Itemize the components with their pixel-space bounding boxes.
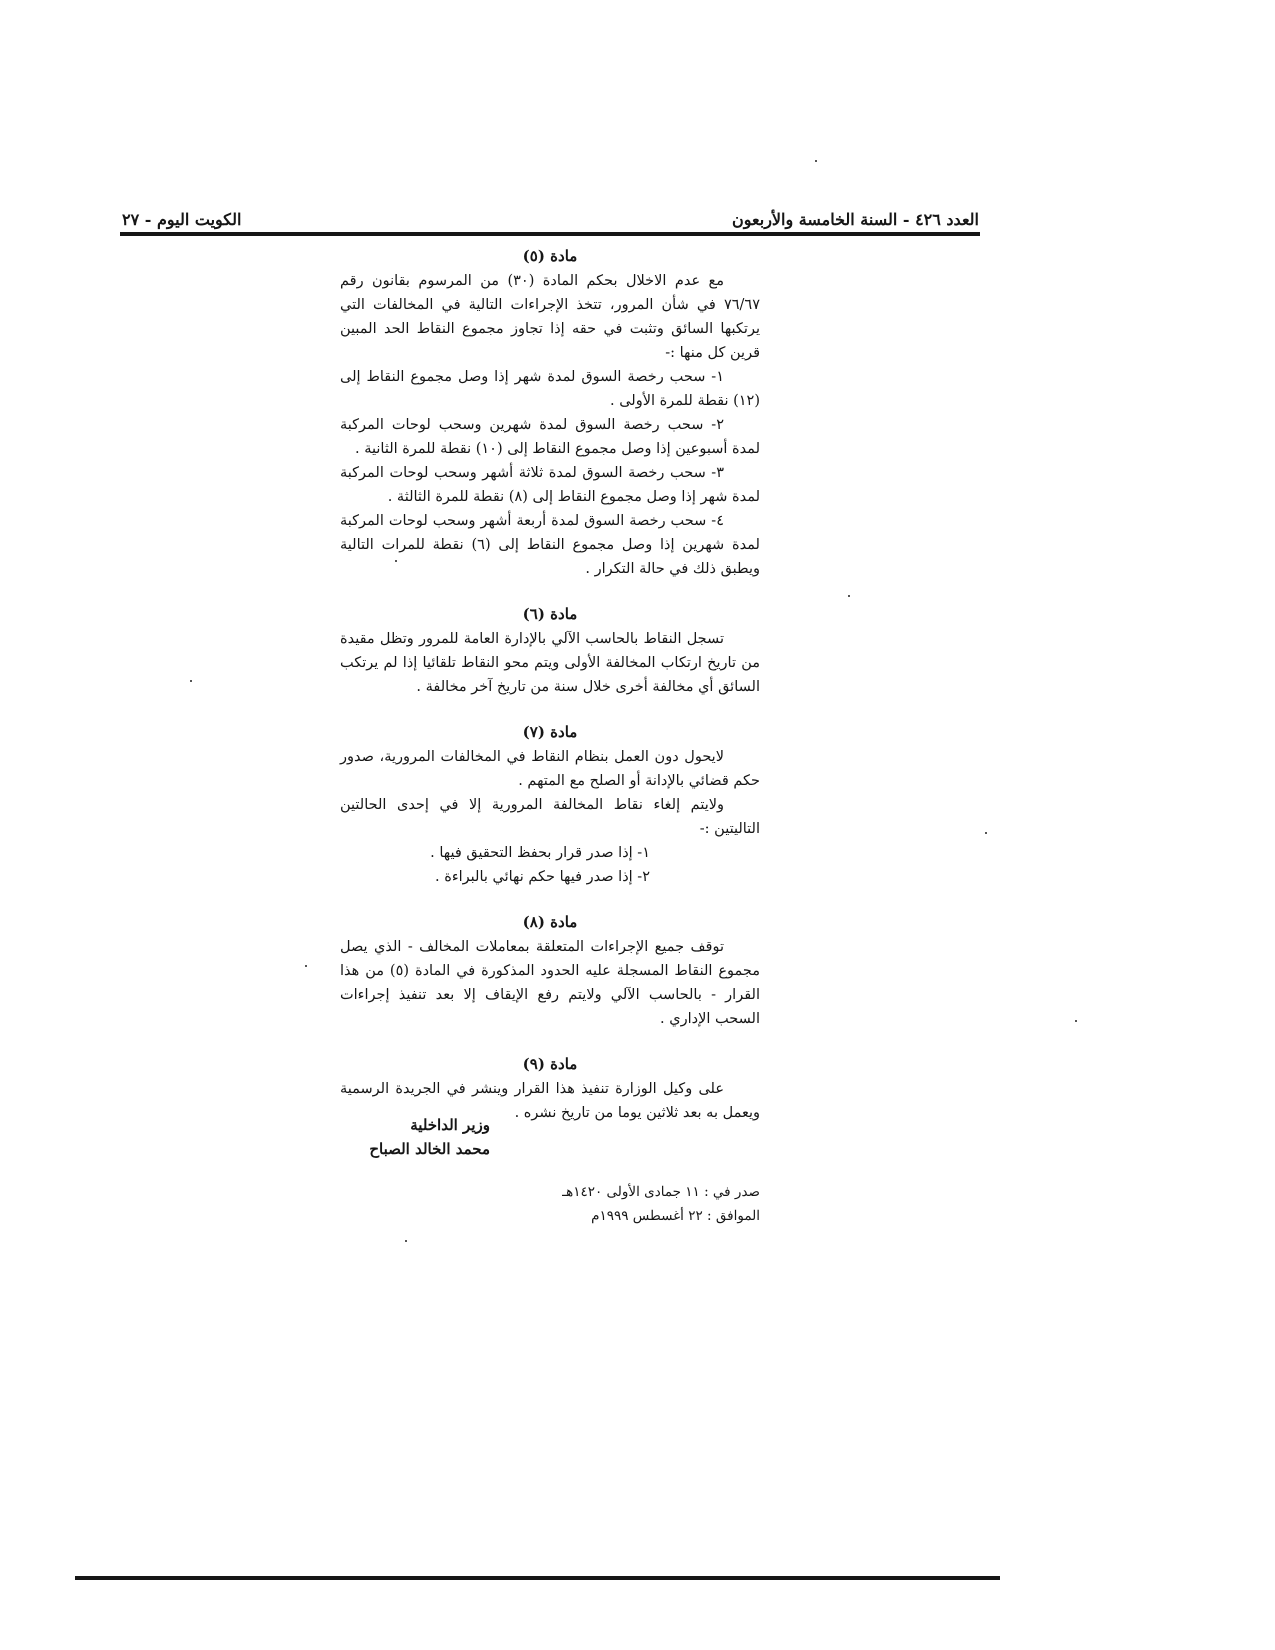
article-title: مادة (٦) [522,605,578,623]
scan-speck [305,965,307,967]
page-header-right: العدد ٤٢٦ - السنة الخامسة والأربعون [732,210,979,229]
article-title: مادة (٨) [522,913,578,931]
article-title: مادة (٥) [522,247,578,265]
article-5 [340,245,760,581]
footer-rule [75,1576,1000,1580]
scan-speck [815,160,817,162]
signature-block [330,1113,490,1161]
page-header-left: الكويت اليوم - ٢٧ [122,210,242,229]
corresponding-date: الموافق : ٢٢ أغسطس ١٩٩٩م [591,1208,760,1224]
article-paragraph: لايحول دون العمل بنظام النقاط في المخالفات المرورية، صدور حكم قضائي بالإدانة أو الصلح مع المتهم . [340,749,760,789]
article-item: ٣- سحب رخصة السوق لمدة ثلاثة أشهر وسحب لوحات المركبة لمدة شهر إذا وصل مجموع النقاط إلى (٨) نقطة للمرة الثالثة . [340,465,760,505]
scan-speck [1075,1020,1077,1022]
article-list-item: ١- إذا صدر قرار بحفظ التحقيق فيها . [430,845,650,861]
article-paragraph: على وكيل الوزارة تنفيذ هذا القرار وينشر في الجريدة الرسمية ويعمل به بعد ثلاثين يوما من تاريخ نشره . [340,1081,760,1121]
scan-speck [405,1240,407,1242]
header-rule [120,232,980,236]
article-item: ٢- سحب رخصة السوق لمدة شهرين وسحب لوحات المركبة لمدة أسبوعين إذا وصل مجموع النقاط إلى (١٠) نقطة للمرة الثانية . [340,417,760,457]
scan-speck [985,832,987,834]
signatory-name: محمد الخالد الصباح [369,1140,490,1158]
article-paragraph: توقف جميع الإجراءات المتعلقة بمعاملات المخالف - الذي يصل مجموع النقاط المسجلة عليه الحدود المذكورة في المادة (٥) من هذا القرار - بالحاسب الآلي ولايتم رفع الإيقاف إلا بعد تنفيذ إجراءات السحب الإداري . [340,939,760,1027]
article-7 [340,721,760,889]
scan-speck [848,595,850,597]
article-title: مادة (٩) [522,1055,578,1073]
issue-date-block [562,1180,760,1228]
article-paragraph: مع عدم الاخلال بحكم المادة (٣٠) من المرسوم بقانون رقم ٧٦/٦٧ في شأن المرور، تتخذ الإجراءات التالية في المخالفات التي يرتكبها السائق وتثبت في حقه إذا تجاوز مجموع النقاط الحد المبين قرين كل منها :- [340,273,760,361]
article-column [340,245,760,1147]
article-paragraph: ولايتم إلغاء نقاط المخالفة المرورية إلا في إحدى الحالتين التاليتين :- [340,797,760,837]
signatory-title: وزير الداخلية [410,1116,490,1134]
article-6 [340,603,760,699]
issued-date: صدر في : ١١ جمادى الأولى ١٤٢٠هـ [562,1184,760,1200]
article-item: ٤- سحب رخصة السوق لمدة أربعة أشهر وسحب لوحات المركبة لمدة شهرين إذا وصل مجموع النقاط إلى (٦) نقطة للمرات التالية ويطبق ذلك في حالة التكرار . [340,513,760,577]
article-paragraph: تسجل النقاط بالحاسب الآلي بالإدارة العامة للمرور وتظل مقيدة من تاريخ ارتكاب المخالفة الأولى ويتم محو النقاط تلقائيا إذا لم يرتكب السائق أي مخالفة أخرى خلال سنة من تاريخ آخر مخالفة . [340,631,760,695]
article-title: مادة (٧) [522,723,578,741]
scan-speck [190,680,192,682]
article-list-item: ٢- إذا صدر فيها حكم نهائي بالبراءة . [435,869,650,885]
scan-speck [395,560,397,562]
article-8 [340,911,760,1031]
article-item: ١- سحب رخصة السوق لمدة شهر إذا وصل مجموع النقاط إلى (١٢) نقطة للمرة الأولى . [340,369,760,409]
